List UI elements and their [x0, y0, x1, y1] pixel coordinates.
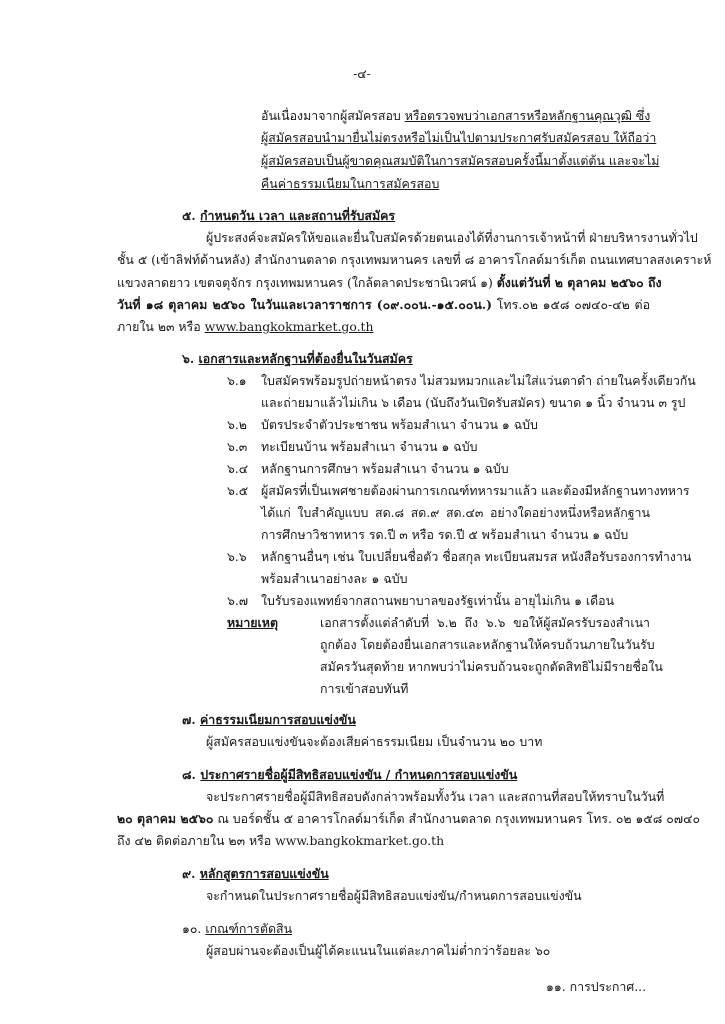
- intro-line-1-underlined: หรือตรวจพบว่าเอกสารหรือหลักฐานคุณวุฒิ ซึ่ง: [404, 108, 651, 123]
- section-8-number: ๘.: [182, 767, 196, 782]
- section-8-announce-date: ๒๐ ตุลาคม ๒๕๖๐: [117, 811, 214, 826]
- section-8-title: ประกาศรายชื่อผู้มีสิทธิสอบแข่งขัน / กำหนดการสอบแข่งขัน: [200, 767, 518, 782]
- intro-line-2: ผู้สมัครสอบนำมายื่นไม่ตรงหรือไม่เป็นไปตามประกาศรับสมัครสอบ ให้ถือว่า: [261, 130, 657, 145]
- continuation-text: ๑๑. การประกาศ...: [546, 979, 647, 994]
- section-8-line-2-plain: ณ บอร์ดชั้น ๕ อาคารโกลด์มาร์เก็ต สำนักงานตลาด กรุงเทพมหานคร โทร. ๐๒ ๑๕๘ ๐๗๔๐: [213, 811, 701, 826]
- item-6-5-number: ๖.๕: [227, 483, 249, 498]
- section-9-body: จะกำหนดในประกาศรายชื่อผู้มีสิทธิสอบแข่งขัน/กำหนดการสอบแข่งขัน: [206, 888, 582, 903]
- section-9-title: หลักสูตรการสอบแข่งขัน: [199, 866, 329, 881]
- section-10-number: ๑๐.: [182, 921, 202, 936]
- item-6-4-line-1: หลักฐานการศึกษา พร้อมสำเนา จำนวน ๑ ฉบับ: [261, 461, 509, 476]
- section-5-phone: โทร.๐๒ ๑๕๘ ๐๗๔๐-๔๒ ต่อ: [491, 297, 651, 312]
- section-5-apply-end: วันที่ ๑๘ ตุลาคม ๒๕๖๐ ในวันและเวลาราชการ (๐๙.๐๐น.-๑๕.๐๐น.): [117, 297, 492, 312]
- intro-line-1: [261, 108, 651, 123]
- section-8-line-1: จะประกาศรายชื่อผู้มีสิทธิสอบดังกล่าวพร้อมทั้งวัน เวลา และสถานที่สอบให้ทราบในวันที่: [206, 789, 665, 804]
- remark-line-3: สมัครวันสุดท้าย หากพบว่าไม่ครบถ้วนจะถูกตัดสิทธิไม่มีรายชื่อใน: [320, 659, 663, 674]
- section-7-title: ค่าธรรมเนียมการสอบแข่งขัน: [199, 712, 356, 727]
- section-6-title: เอกสารและหลักฐานที่ต้องยื่นในวันสมัคร: [198, 351, 413, 366]
- item-6-7-number: ๖.๗: [227, 593, 249, 608]
- section-5-line-5: [117, 319, 374, 334]
- item-6-5-line-2: ได้แก่ ใบสำคัญแบบ สด.๘ สด.๙ สด.๔๓ อย่างใดอย่างหนึ่งหรือหลักฐาน: [261, 505, 650, 520]
- section-7-number: ๗.: [182, 712, 196, 727]
- section-5-title: กำหนดวัน เวลา และสถานที่รับสมัคร: [200, 208, 396, 223]
- intro-line-4: คืนค่าธรรมเนียมในการสมัครสอบ: [261, 176, 440, 191]
- item-6-4-number: ๖.๔: [227, 461, 249, 476]
- item-6-3-line-1: ทะเบียนบ้าน พร้อมสำเนา จำนวน ๑ ฉบับ: [261, 439, 478, 454]
- intro-line-3: ผู้สมัครสอบเป็นผู้ขาดคุณสมบัติในการสมัครสอบครั้งนี้มาตั้งแต่ต้น และจะไม่: [261, 153, 660, 168]
- section-10-title: เกณฑ์การตัดสิน: [205, 921, 293, 936]
- section-7-heading: [182, 712, 356, 727]
- remark-line-2: ถูกต้อง โดยต้องยื่นเอกสารและหลักฐานให้ครบถ้วนภายในวันรับ: [320, 637, 655, 652]
- section-5-apply-start: ตั้งแต่วันที่ ๒ ตุลาคม ๒๕๖๐ ถึง: [496, 275, 662, 290]
- section-5-line-3-plain: แขวงลาดยาว เขตจตุจักร กรุงเทพมหานคร (ใกล้ตลาดประชานิเวศน์ ๑): [117, 275, 497, 290]
- item-6-1-line-2: และถ่ายมาแล้วไม่เกิน ๖ เดือน (นับถึงวันเปิดรับสมัคร) ขนาด ๑ นิ้ว จำนวน ๓ รูป: [261, 395, 686, 410]
- item-6-6-number: ๖.๖: [227, 549, 247, 564]
- remark-label: หมายเหตุ: [227, 615, 279, 630]
- item-6-5-line-3: การศึกษาวิชาทหาร รด.ปี ๓ หรือ รด.ปี ๕ พร้อมสำเนา จำนวน ๑ ฉบับ: [261, 527, 629, 542]
- section-8-heading: [182, 767, 517, 782]
- item-6-1-line-1: ใบสมัครพร้อมรูปถ่ายหน้าตรง ไม่สวมหมวกและไม่ใส่แว่นตาดำ ถ่ายในครั้งเดียวกัน: [261, 373, 696, 388]
- section-10-heading: [182, 921, 292, 936]
- item-6-3-number: ๖.๓: [227, 439, 248, 454]
- section-5-line-3: [117, 275, 662, 290]
- section-9-number: ๙.: [182, 866, 196, 881]
- section-10-body: ผู้สอบผ่านจะต้องเป็นผู้ได้คะแนนในแต่ละภาคไม่ต่ำกว่าร้อยละ ๖๐: [206, 943, 551, 958]
- section-5-line-4: [117, 297, 650, 312]
- item-6-2-line-1: บัตรประจำตัวประชาชน พร้อมสำเนา จำนวน ๑ ฉบับ: [261, 417, 538, 432]
- section-8-line-3: ถึง ๔๒ ติดต่อภายใน ๒๓ หรือ www.bangkokmarket.go.th: [117, 833, 445, 848]
- website-link[interactable]: www.bangkokmarket.go.th: [204, 319, 374, 334]
- section-5-number: ๕.: [182, 208, 196, 223]
- item-6-6-line-2: พร้อมสำเนาอย่างละ ๑ ฉบับ: [261, 571, 408, 586]
- item-6-7-line-1: ใบรับรองแพทย์จากสถานพยาบาลของรัฐเท่านั้น อายุไม่เกิน ๑ เดือน: [261, 593, 615, 608]
- section-6-heading: [182, 351, 413, 366]
- section-5-heading: [182, 208, 395, 223]
- item-6-2-number: ๖.๒: [227, 417, 247, 432]
- remark-line-4: การเข้าสอบทันที: [320, 681, 409, 696]
- item-6-1-number: ๖.๑: [227, 373, 247, 388]
- section-5-line-1: ผู้ประสงค์จะสมัครให้ขอและยื่นใบสมัครด้วยตนเองได้ที่งานการเจ้าหน้าที่ ฝ่ายบริหารงานทั่วไป: [206, 230, 698, 245]
- intro-line-1-plain: อันเนื่องมาจากผู้สมัครสอบ: [261, 108, 405, 123]
- section-5-line-5-plain: ภายใน ๒๓ หรือ: [117, 319, 205, 334]
- section-7-body: ผู้สมัครสอบแข่งขันจะต้องเสียค่าธรรมเนียม เป็นจำนวน ๒๐ บาท: [206, 734, 543, 749]
- item-6-5-line-1: ผู้สมัครที่เป็นเพศชายต้องผ่านการเกณฑ์ทหารมาแล้ว และต้องมีหลักฐานทางทหาร: [261, 483, 690, 498]
- remark-line-1: เอกสารตั้งแต่ลำดับที่ ๖.๒ ถึง ๖.๖ ขอให้ผู้สมัครรับรองสำเนา: [320, 615, 650, 630]
- section-6-number: ๖.: [182, 351, 195, 366]
- section-8-line-2: [117, 811, 701, 826]
- item-6-6-line-1: หลักฐานอื่นๆ เช่น ใบเปลี่ยนชื่อตัว ชื่อสกุล ทะเบียนสมรส หนังสือรับรองการทำงาน: [261, 549, 692, 564]
- page-number: -๔-: [353, 66, 371, 81]
- section-5-line-2: ชั้น ๕ (เข้าลิฟท์ด้านหลัง) สำนักงานตลาด กรุงเทพมหานคร เลขที่ ๘ อาคารโกลด์มาร์เก็ต ถนนเทศบาลสงเคราะห์: [117, 252, 712, 267]
- section-9-heading: [182, 866, 329, 881]
